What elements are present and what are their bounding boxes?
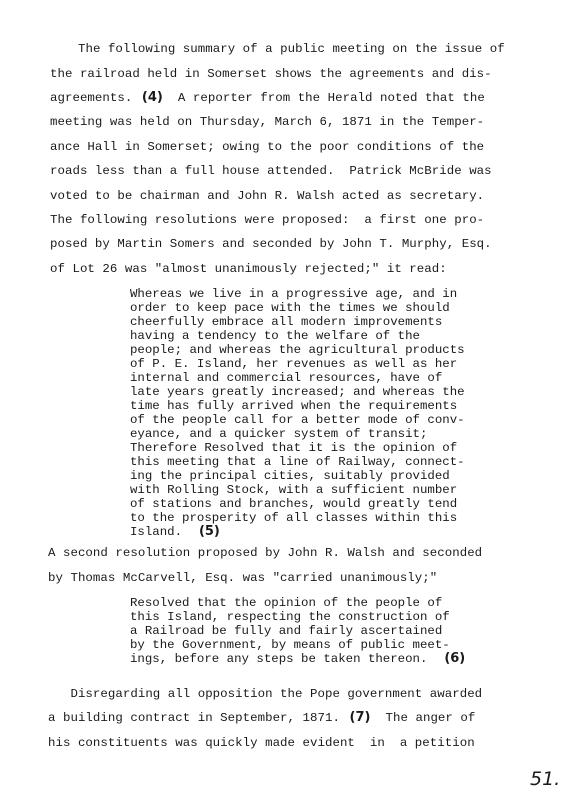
footnote-marker-4: (4) bbox=[141, 90, 163, 105]
quote-line: Whereas we live in a progressive age, and in bbox=[130, 287, 458, 301]
quote-line: of stations and branches, would greatly tend bbox=[130, 497, 458, 511]
quote-line: time has fully arrived when the requirements bbox=[130, 399, 458, 413]
text-line: voted to be chairman and John R. Walsh acted as secretary. bbox=[50, 189, 485, 203]
quote-line: with Rolling Stock, with a sufficient number bbox=[130, 483, 458, 497]
quote-line: by the Government, by means of public meet- bbox=[130, 638, 450, 652]
quote-line: a Railroad be fully and fairly ascertained bbox=[130, 624, 443, 638]
text-line: the railroad held in Somerset shows the agreements and dis- bbox=[50, 67, 492, 81]
text-line: his constituents was quickly made evident in a petition bbox=[48, 736, 475, 750]
text-line: The following summary of a public meeting on the issue of bbox=[78, 42, 505, 56]
text-line: meeting was held on Thursday, March 6, 1871 in the Temper- bbox=[50, 115, 485, 129]
text-segment: Island. bbox=[130, 525, 183, 539]
text-line bbox=[50, 91, 485, 105]
footnote-marker-5: (5) bbox=[198, 524, 220, 539]
text-line: posed by Martin Somers and seconded by John T. Murphy, Esq. bbox=[50, 237, 492, 251]
quote-line: late years greatly increased; and whereas the bbox=[130, 385, 465, 399]
text-line: roads less than a full house attended. Patrick McBride was bbox=[50, 164, 492, 178]
footnote-marker-7: (7) bbox=[349, 710, 371, 725]
quote-line bbox=[130, 525, 220, 539]
quote-line: this Island, respecting the construction of bbox=[130, 610, 450, 624]
quote-line: people; and whereas the agricultural products bbox=[130, 343, 465, 357]
text-line bbox=[48, 711, 475, 725]
text-line: ance Hall in Somerset; owing to the poor conditions of the bbox=[50, 140, 485, 154]
quote-line: having a tendency to the welfare of the bbox=[130, 329, 420, 343]
quote-line: internal and commercial resources, have of bbox=[130, 371, 443, 385]
text-line: by Thomas McCarvell, Esq. was "carried unanimously;" bbox=[48, 571, 438, 585]
quote-line: Therefore Resolved that it is the opinion of bbox=[130, 441, 458, 455]
quote-line: Resolved that the opinion of the people of bbox=[130, 596, 443, 610]
quote-line: of P. E. Island, her revenues as well as her bbox=[130, 357, 458, 371]
quote-line: cheerfully embrace all modern improvements bbox=[130, 315, 443, 329]
text-line: Disregarding all opposition the Pope government awarded bbox=[48, 687, 483, 701]
quote-line: this meeting that a line of Railway, connect- bbox=[130, 455, 465, 469]
text-line: The following resolutions were proposed: a first one pro- bbox=[50, 213, 485, 227]
footnote-marker-6: (6) bbox=[444, 651, 466, 666]
text-segment: a building contract in September, 1871. bbox=[48, 711, 340, 725]
quote-line: eyance, and a quicker system of transit; bbox=[130, 427, 428, 441]
quote-line bbox=[130, 652, 465, 666]
text-segment: A reporter from the Herald noted that the bbox=[177, 91, 485, 105]
quote-line: order to keep pace with the times we should bbox=[130, 301, 450, 315]
text-line: of Lot 26 was "almost unanimously rejected;" it read: bbox=[50, 262, 447, 276]
quote-line: ing the principal cities, suitably provided bbox=[130, 469, 450, 483]
page-number: 51. bbox=[530, 768, 561, 790]
text-segment: agreements. bbox=[50, 91, 133, 105]
quote-line: of the people call for a better mode of conv- bbox=[130, 413, 465, 427]
quote-line: to the prosperity of all classes within this bbox=[130, 511, 458, 525]
text-line: A second resolution proposed by John R. Walsh and seconded bbox=[48, 546, 483, 560]
text-segment: The anger of bbox=[385, 711, 476, 725]
text-segment: ings, before any steps be taken thereon. bbox=[130, 652, 428, 666]
